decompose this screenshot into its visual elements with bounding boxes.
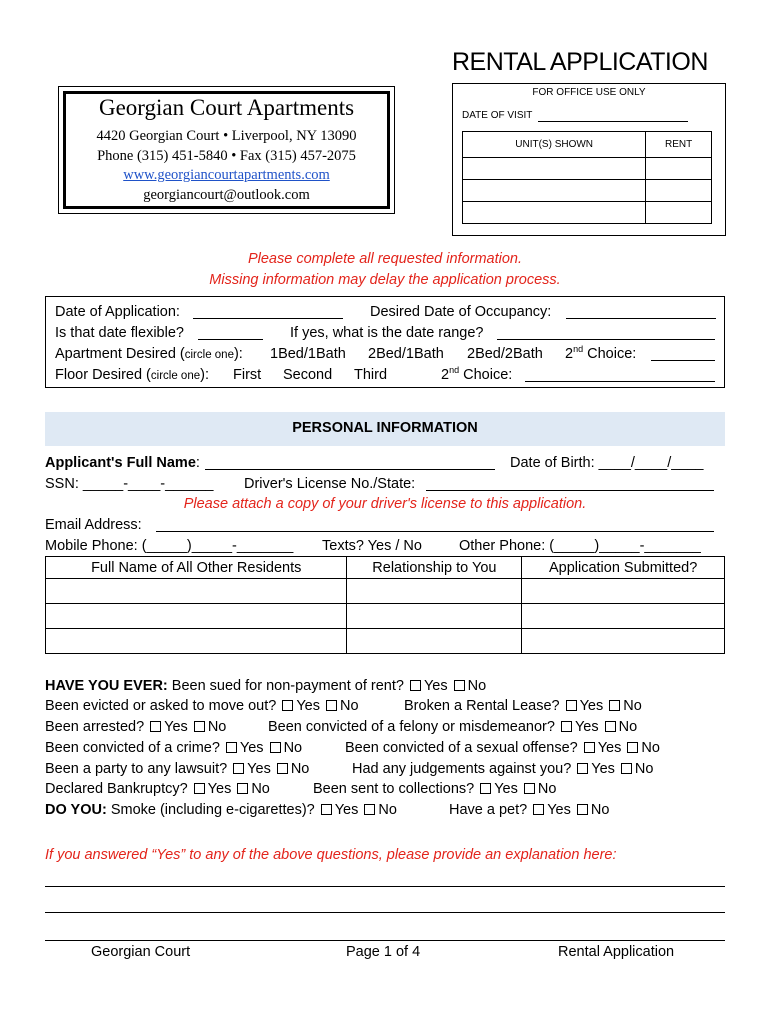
apartment-desired-close: ): bbox=[233, 346, 243, 362]
no-label: No bbox=[340, 698, 359, 714]
residents-relationship-header: Relationship to You bbox=[347, 557, 522, 579]
yes-label: Yes bbox=[591, 761, 615, 777]
question-broken-lease-text: Broken a Rental Lease? bbox=[404, 698, 560, 714]
resident-relationship-cell[interactable] bbox=[347, 629, 522, 654]
desired-occupancy-label: Desired Date of Occupancy: bbox=[370, 304, 552, 320]
resident-relationship-cell[interactable] bbox=[347, 604, 522, 629]
date-flexible-field[interactable] bbox=[198, 339, 263, 340]
checkbox-icon[interactable] bbox=[321, 804, 332, 815]
checkbox-icon[interactable] bbox=[277, 763, 288, 774]
checkbox-icon[interactable] bbox=[364, 804, 375, 815]
date-of-application-field[interactable] bbox=[193, 318, 343, 319]
no-label: No bbox=[467, 678, 487, 694]
checkbox-icon[interactable] bbox=[577, 763, 588, 774]
option-third-floor[interactable]: Third bbox=[354, 367, 388, 383]
question-felony bbox=[268, 718, 637, 736]
email-field[interactable] bbox=[156, 531, 714, 532]
question-felony-text: Been convicted of a felony or misdemeanor? bbox=[268, 719, 555, 735]
checkbox-icon[interactable] bbox=[609, 700, 620, 711]
office-use-title: FOR OFFICE USE ONLY bbox=[532, 87, 646, 98]
no-label: No bbox=[207, 719, 227, 735]
yes-label: Yes bbox=[597, 740, 622, 756]
option-second-floor[interactable]: Second bbox=[283, 367, 333, 383]
option-1bed-1bath[interactable]: 1Bed/1Bath bbox=[270, 346, 346, 362]
date-of-visit-label: DATE OF VISIT bbox=[462, 110, 533, 121]
question-judgements-text: Had any judgements against you? bbox=[352, 761, 572, 777]
explanation-line[interactable] bbox=[45, 886, 725, 887]
full-name-label-text: Applicant's Full Name bbox=[45, 455, 196, 471]
resident-application-cell[interactable] bbox=[522, 579, 725, 604]
question-evicted-text: Been evicted or asked to move out? bbox=[45, 698, 277, 714]
yes-label: Yes bbox=[296, 698, 320, 714]
floor-second-choice-field[interactable] bbox=[525, 381, 715, 382]
resident-application-cell[interactable] bbox=[522, 604, 725, 629]
date-range-label: If yes, what is the date range? bbox=[290, 325, 484, 341]
checkbox-icon[interactable] bbox=[194, 721, 205, 732]
office-row bbox=[463, 158, 712, 180]
second-choice-number: 2 bbox=[441, 367, 450, 383]
question-judgements bbox=[352, 760, 653, 778]
yes-label: Yes bbox=[164, 719, 188, 735]
page-title: RENTAL APPLICATION bbox=[452, 48, 708, 76]
checkbox-icon[interactable] bbox=[194, 783, 205, 794]
question-crime bbox=[45, 739, 302, 757]
apartment-second-choice-field[interactable] bbox=[651, 360, 715, 361]
full-name-field[interactable] bbox=[205, 469, 495, 470]
other-phone-field[interactable]: Other Phone: (_____)_____-_______ bbox=[459, 538, 701, 554]
yes-label: Yes bbox=[574, 719, 599, 735]
floor-desired-text: Floor Desired ( bbox=[55, 367, 151, 383]
option-2bed-2bath[interactable]: 2Bed/2Bath bbox=[467, 346, 543, 362]
second-choice-suffix: nd bbox=[449, 365, 460, 376]
apartment-second-choice-label bbox=[565, 345, 636, 363]
checkbox-icon[interactable] bbox=[627, 742, 638, 753]
table-row bbox=[46, 604, 725, 629]
property-name: Georgian Court Apartments bbox=[98, 95, 355, 120]
no-label: No bbox=[634, 761, 654, 777]
checkbox-icon[interactable] bbox=[566, 700, 577, 711]
ssn-field[interactable]: SSN: _____-____-______ bbox=[45, 476, 214, 492]
yes-label: Yes bbox=[334, 802, 359, 818]
no-label: No bbox=[378, 802, 397, 818]
office-row bbox=[463, 202, 712, 224]
question-arrested-text: Been arrested? bbox=[45, 719, 145, 735]
checkbox-icon[interactable] bbox=[561, 721, 572, 732]
notice-line-2: Missing information may delay the application process. bbox=[209, 272, 561, 288]
checkbox-icon[interactable] bbox=[237, 783, 248, 794]
date-of-application-label: Date of Application: bbox=[55, 304, 180, 320]
no-label: No bbox=[290, 761, 310, 777]
notice-line-1: Please complete all requested information. bbox=[247, 251, 523, 267]
date-of-visit-field[interactable] bbox=[538, 121, 688, 122]
question-smoke bbox=[45, 801, 397, 819]
resident-name-cell[interactable] bbox=[46, 579, 347, 604]
yes-label: Yes bbox=[423, 678, 448, 694]
rent-cell[interactable] bbox=[646, 158, 712, 180]
rent-cell[interactable] bbox=[646, 180, 712, 202]
full-name-colon: : bbox=[195, 455, 200, 471]
email-label: Email Address: bbox=[45, 517, 142, 533]
office-units-table bbox=[462, 131, 712, 224]
second-choice-text: Choice: bbox=[583, 346, 637, 362]
date-of-birth-field[interactable]: Date of Birth: ____/____/____ bbox=[510, 455, 704, 471]
units-shown-cell[interactable] bbox=[463, 158, 646, 180]
checkbox-icon[interactable] bbox=[454, 680, 465, 691]
question-sued-rent: Been sued for non-payment of rent? bbox=[171, 678, 404, 694]
second-choice-suffix: nd bbox=[573, 344, 584, 355]
mobile-phone-field[interactable]: Mobile Phone: (_____)_____-_______ bbox=[45, 538, 294, 554]
question-pet-text: Have a pet? bbox=[449, 802, 528, 818]
question-sexual-offense bbox=[345, 739, 660, 757]
yes-label: Yes bbox=[494, 781, 518, 797]
checkbox-icon[interactable] bbox=[150, 721, 161, 732]
circle-one-note: circle one bbox=[150, 370, 201, 382]
question-collections-text: Been sent to collections? bbox=[313, 781, 475, 797]
footer-divider bbox=[45, 940, 725, 941]
checkbox-icon[interactable] bbox=[533, 804, 544, 815]
units-shown-cell[interactable] bbox=[463, 202, 646, 224]
floor-desired-label bbox=[55, 366, 209, 385]
question-sexual-offense-text: Been convicted of a sexual offense? bbox=[345, 740, 578, 756]
checkbox-icon[interactable] bbox=[326, 700, 337, 711]
resident-application-cell[interactable] bbox=[522, 629, 725, 654]
property-email: georgiancourt@outlook.com bbox=[143, 187, 310, 203]
no-label: No bbox=[618, 719, 638, 735]
checkbox-icon[interactable] bbox=[577, 804, 588, 815]
resident-name-cell[interactable] bbox=[46, 629, 347, 654]
residents-name-header: Full Name of All Other Residents bbox=[46, 557, 347, 579]
do-you-heading: DO YOU: bbox=[45, 802, 107, 818]
checkbox-icon[interactable] bbox=[270, 742, 281, 753]
no-label: No bbox=[537, 781, 557, 797]
circle-one-note: circle one bbox=[184, 349, 234, 361]
checkbox-icon[interactable] bbox=[584, 742, 595, 753]
section-title-personal-information: PERSONAL INFORMATION bbox=[292, 420, 478, 436]
checkbox-icon[interactable] bbox=[410, 680, 421, 691]
footer-right: Rental Application bbox=[558, 944, 675, 960]
apartment-desired-text: Apartment Desired ( bbox=[55, 346, 185, 362]
floor-desired-close: ): bbox=[200, 367, 209, 383]
drivers-license-label: Driver's License No./State: bbox=[244, 476, 416, 492]
rent-header: RENT bbox=[646, 132, 712, 158]
question-bankruptcy-text: Declared Bankruptcy? bbox=[45, 781, 188, 797]
question-evicted bbox=[45, 697, 359, 715]
table-row bbox=[46, 579, 725, 604]
date-range-field[interactable] bbox=[497, 339, 715, 340]
no-label: No bbox=[590, 802, 610, 818]
property-phone-fax: Phone (315) 451-5840 • Fax (315) 457-2075 bbox=[97, 148, 356, 164]
units-shown-cell[interactable] bbox=[463, 180, 646, 202]
checkbox-icon[interactable] bbox=[621, 763, 632, 774]
units-shown-header: UNIT(S) SHOWN bbox=[463, 132, 646, 158]
yes-label: Yes bbox=[547, 802, 571, 818]
full-name-label bbox=[45, 454, 200, 472]
drivers-license-field[interactable] bbox=[426, 490, 714, 491]
yes-label: Yes bbox=[207, 781, 232, 797]
question-broken-lease bbox=[404, 697, 642, 715]
explanation-prompt: If you answered “Yes” to any of the above questions, please provide an explanation here: bbox=[45, 847, 617, 863]
footer-page-number: Page 1 of 4 bbox=[346, 944, 421, 960]
option-first-floor[interactable]: First bbox=[233, 367, 262, 383]
question-bankruptcy bbox=[45, 780, 270, 798]
rent-cell[interactable] bbox=[646, 202, 712, 224]
property-website-link[interactable]: www.georgiancourtapartments.com bbox=[123, 167, 330, 183]
checkbox-icon[interactable] bbox=[282, 700, 293, 711]
question-lawsuit-text: Been a party to any lawsuit? bbox=[45, 761, 228, 777]
resident-name-cell[interactable] bbox=[46, 604, 347, 629]
no-label: No bbox=[641, 740, 660, 756]
yes-label: Yes bbox=[239, 740, 264, 756]
property-address: 4420 Georgian Court • Liverpool, NY 13090 bbox=[96, 128, 357, 144]
question-smoke-text: Smoke (including e-cigarettes)? bbox=[110, 802, 315, 818]
apartment-desired-label bbox=[55, 345, 243, 364]
have-you-ever-heading: HAVE YOU EVER: bbox=[45, 678, 168, 694]
no-label: No bbox=[251, 781, 270, 797]
option-2bed-1bath[interactable]: 2Bed/1Bath bbox=[368, 346, 444, 362]
date-flexible-label: Is that date flexible? bbox=[55, 325, 184, 341]
no-label: No bbox=[283, 740, 303, 756]
texts-yes-no[interactable]: Texts? Yes / No bbox=[322, 538, 422, 554]
attach-license-note: Please attach a copy of your driver's license to this application. bbox=[183, 496, 587, 512]
office-row bbox=[463, 180, 712, 202]
footer-left: Georgian Court bbox=[91, 944, 191, 960]
question-crime-text: Been convicted of a crime? bbox=[45, 740, 220, 756]
question-pet bbox=[449, 801, 609, 819]
checkbox-icon[interactable] bbox=[605, 721, 616, 732]
floor-second-choice-label bbox=[441, 366, 512, 384]
second-choice-number: 2 bbox=[565, 346, 574, 362]
desired-occupancy-field[interactable] bbox=[566, 318, 716, 319]
second-choice-text: Choice: bbox=[459, 367, 513, 383]
resident-relationship-cell[interactable] bbox=[347, 579, 522, 604]
other-residents-table bbox=[45, 556, 725, 654]
checkbox-icon[interactable] bbox=[524, 783, 535, 794]
no-label: No bbox=[623, 698, 642, 714]
checkbox-icon[interactable] bbox=[233, 763, 244, 774]
table-row bbox=[46, 629, 725, 654]
yes-label: Yes bbox=[247, 761, 271, 777]
yes-label: Yes bbox=[579, 698, 604, 714]
question-arrested bbox=[45, 718, 226, 736]
checkbox-icon[interactable] bbox=[480, 783, 491, 794]
question-collections bbox=[313, 780, 556, 798]
question-row-1 bbox=[45, 677, 486, 695]
explanation-line[interactable] bbox=[45, 912, 725, 913]
question-lawsuit bbox=[45, 760, 309, 778]
checkbox-icon[interactable] bbox=[226, 742, 237, 753]
residents-application-header: Application Submitted? bbox=[522, 557, 725, 579]
